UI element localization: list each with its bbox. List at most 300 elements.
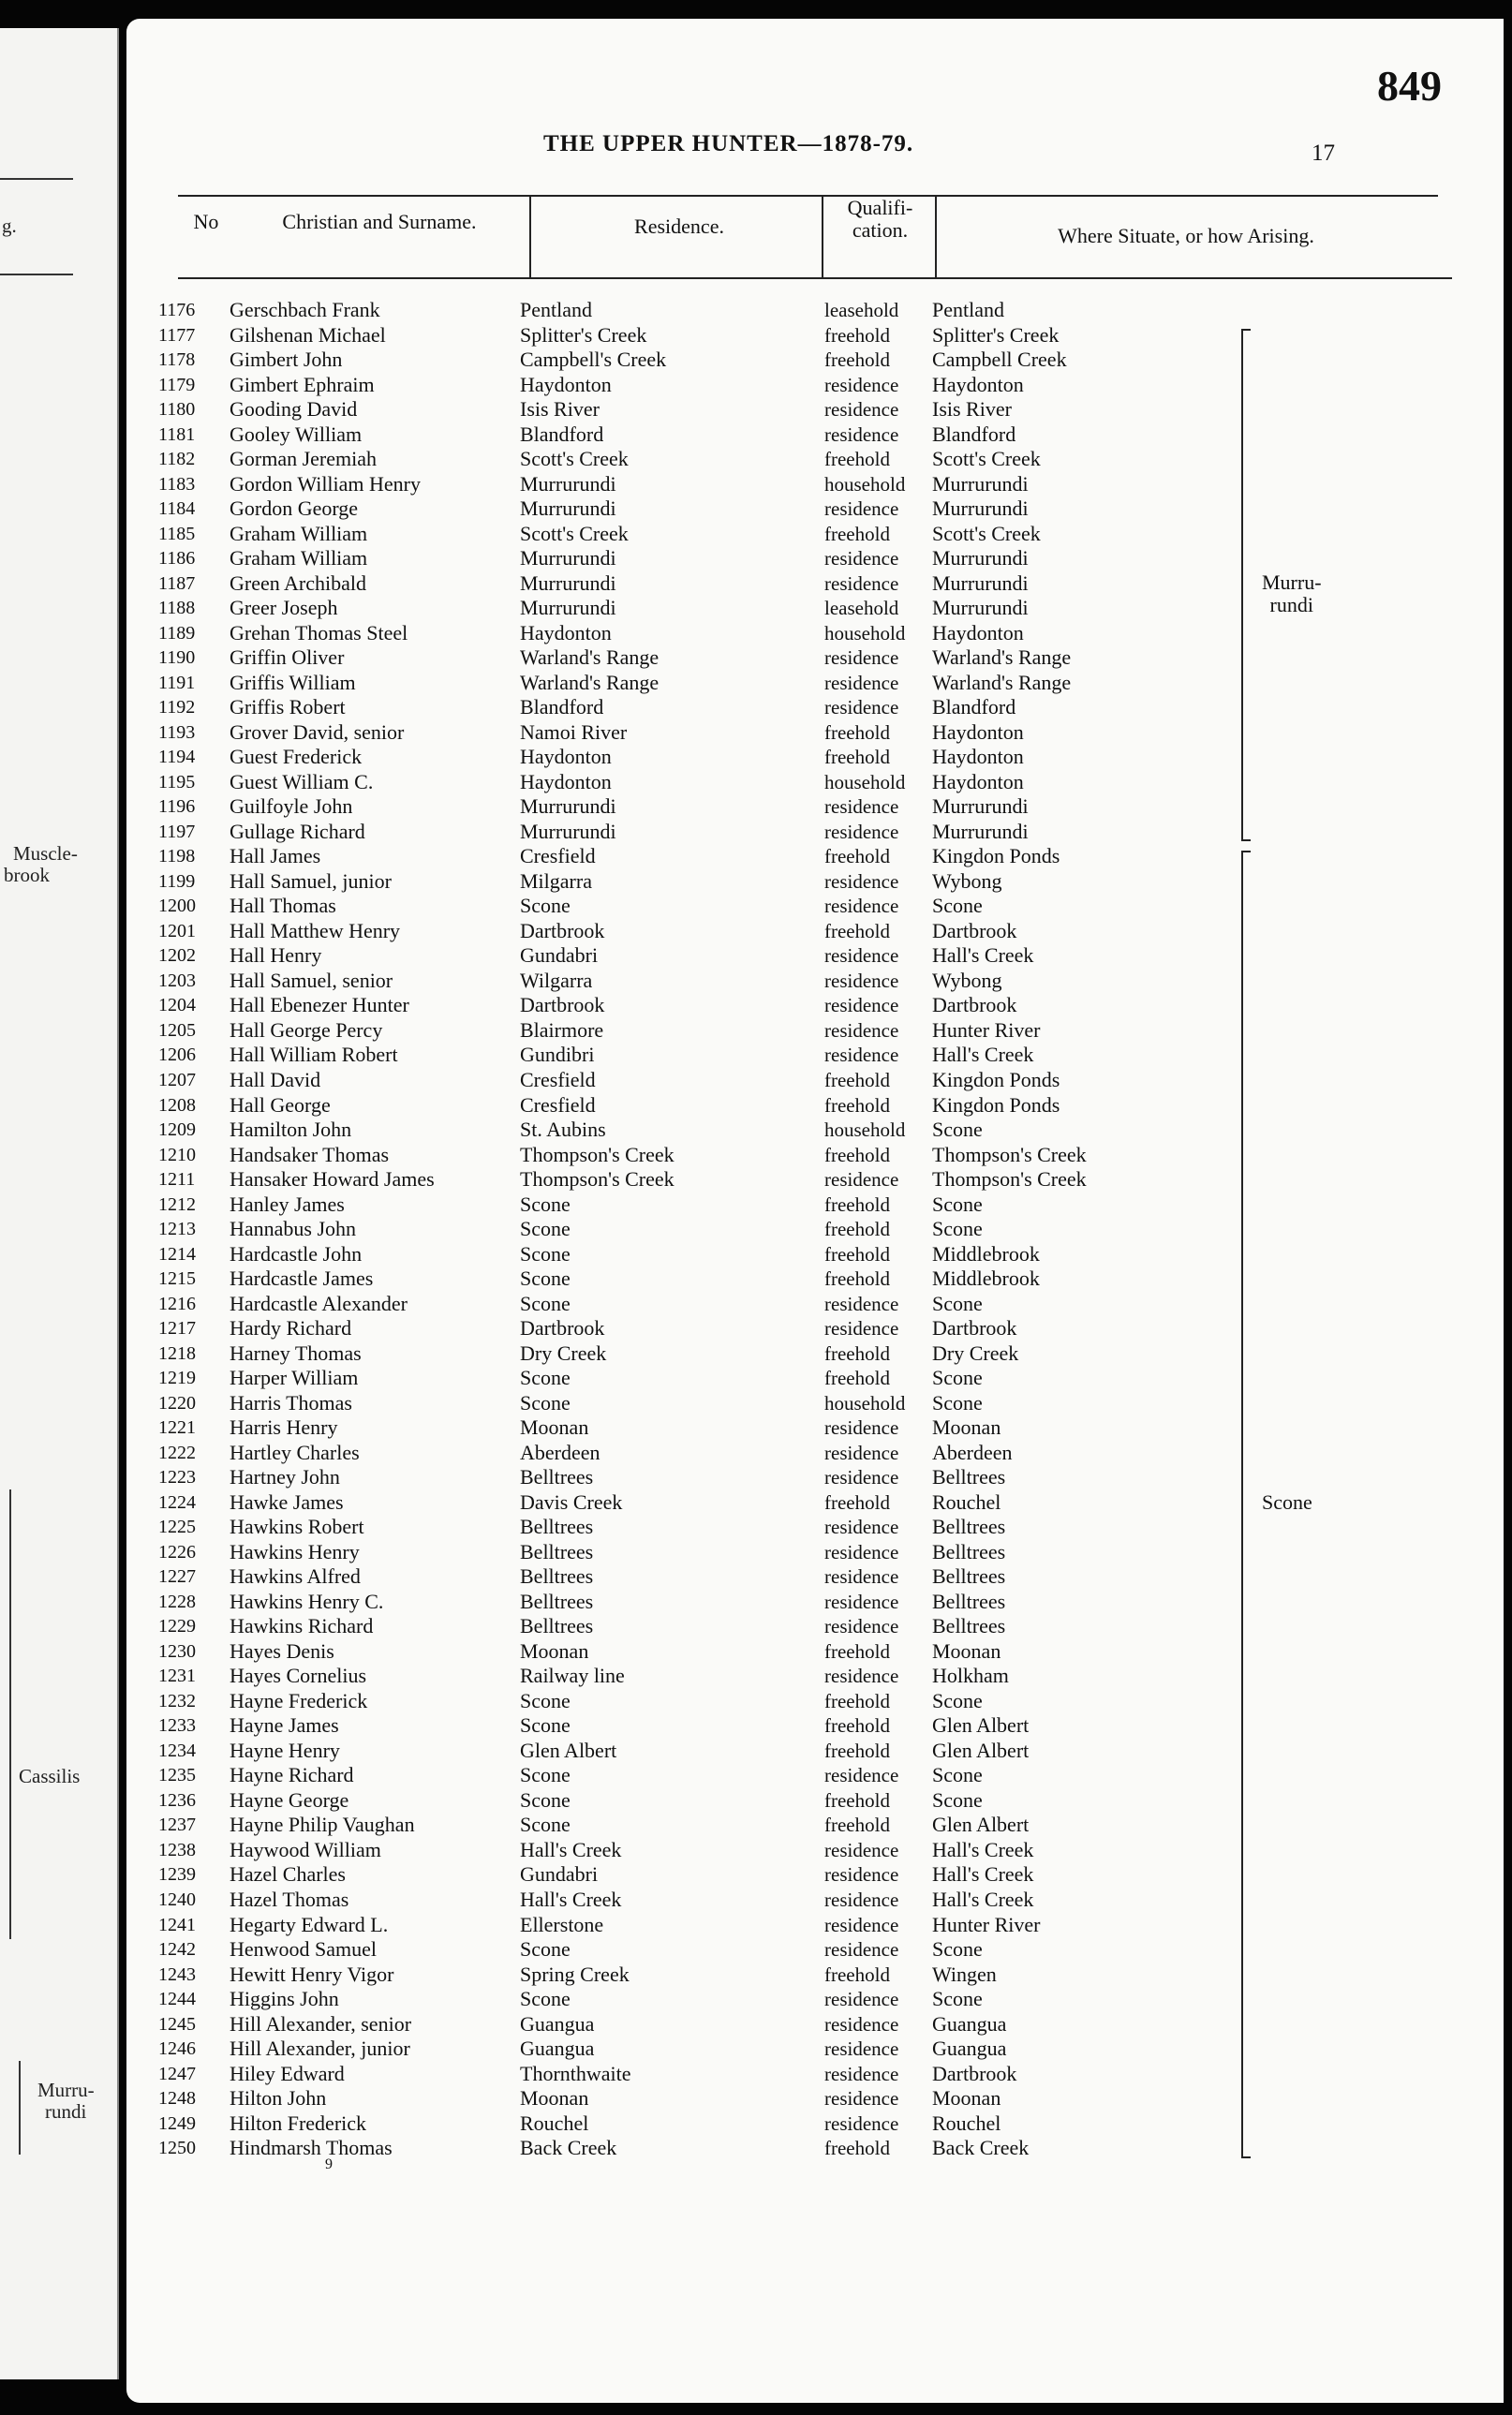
entry-qualification: freehold — [824, 1242, 890, 1266]
entry-residence: Rouchel — [520, 2111, 589, 2135]
table-row — [126, 1093, 1504, 1119]
entry-number: 1180 — [158, 399, 196, 421]
entry-where: Scone — [932, 1763, 983, 1787]
entry-name: Hardcastle Alexander — [230, 1291, 408, 1315]
table-row — [126, 695, 1504, 720]
entry-number: 1207 — [158, 1069, 196, 1090]
entry-residence: Back Creek — [520, 2136, 617, 2160]
entry-where: Murrurundi — [932, 819, 1029, 843]
entry-qualification: freehold — [824, 1963, 890, 1986]
entry-name: Gimbert Ephraim — [230, 372, 375, 396]
entry-qualification: residence — [824, 422, 899, 446]
entry-name: Gooding David — [230, 397, 358, 422]
header-name: Christian and Surname. — [282, 210, 477, 233]
group-label: Scone — [1262, 1489, 1312, 1514]
entry-name: Gooley William — [230, 422, 363, 446]
entry-number: 1183 — [158, 473, 196, 495]
table-row — [126, 1366, 1504, 1391]
entry-number: 1206 — [158, 1045, 196, 1066]
entry-name: Hall Samuel, senior — [230, 968, 393, 992]
entry-name: Hanley James — [230, 1192, 345, 1216]
table-row — [126, 1813, 1504, 1838]
entry-residence: Thompson's Creek — [520, 1142, 674, 1166]
entry-number: 1185 — [158, 523, 196, 544]
table-row — [126, 969, 1504, 994]
entry-residence: Scott's Creek — [520, 521, 629, 545]
entry-number: 1225 — [158, 1517, 196, 1538]
entry-qualification: freehold — [824, 1193, 890, 1216]
entry-where: Blandford — [932, 422, 1016, 446]
entry-number: 1211 — [158, 1169, 196, 1191]
entry-where: Scone — [932, 1217, 983, 1241]
table-row — [126, 993, 1504, 1018]
entry-name: Griffis Robert — [230, 695, 346, 719]
entry-qualification: freehold — [824, 448, 890, 471]
footer-mark: 9 — [325, 2156, 333, 2172]
entry-qualification: residence — [824, 895, 899, 918]
table-row — [126, 1242, 1504, 1267]
table-row — [126, 1987, 1504, 2012]
entry-residence: Murrurundi — [520, 819, 616, 843]
facing-page-edge — [0, 28, 119, 2379]
entry-qualification: residence — [824, 547, 899, 570]
entry-number: 1238 — [158, 1839, 196, 1860]
entry-residence: Namoi River — [520, 719, 628, 744]
entry-qualification: freehold — [824, 919, 890, 942]
entry-name: Gimbert John — [230, 348, 343, 372]
entry-name: Hilton John — [230, 2086, 327, 2111]
entry-where: Dartbrook — [932, 1316, 1017, 1341]
entry-name: Hayne Richard — [230, 1763, 354, 1787]
entry-number: 1202 — [158, 945, 196, 967]
entry-where: Middlebrook — [932, 1241, 1040, 1266]
entry-residence: Scone — [520, 1813, 571, 1837]
entry-number: 1228 — [158, 1591, 196, 1612]
entry-number: 1208 — [158, 1094, 196, 1116]
entry-where: Isis River — [932, 397, 1012, 422]
entry-where: Scone — [932, 894, 983, 918]
entry-name: Greer Joseph — [230, 596, 338, 620]
entry-residence: Glen Albert — [520, 1738, 617, 1762]
entry-residence: Isis River — [520, 397, 600, 422]
entry-where: Dry Creek — [932, 1341, 1019, 1365]
entry-where: Holkham — [932, 1664, 1009, 1688]
entry-qualification: freehold — [824, 1267, 890, 1291]
table-row — [126, 1143, 1504, 1168]
table-row — [126, 2136, 1504, 2161]
entry-qualification: leasehold — [824, 299, 899, 321]
entry-number: 1196 — [158, 796, 196, 818]
entry-where: Moonan — [932, 2086, 1001, 2111]
entry-name: Guest William C. — [230, 769, 374, 793]
table-row — [126, 1391, 1504, 1416]
entry-name: Hardcastle James — [230, 1267, 374, 1291]
entry-name: Gorman Jeremiah — [230, 447, 377, 471]
table-row — [126, 844, 1504, 869]
table-row — [126, 1937, 1504, 1963]
entry-residence: Belltrees — [520, 1614, 594, 1638]
table-row — [126, 1267, 1504, 1292]
entry-where: Haydonton — [932, 769, 1024, 793]
entry-qualification: freehold — [824, 720, 890, 744]
entry-residence: Pentland — [520, 298, 592, 321]
entry-name: Hawkins Alfred — [230, 1564, 361, 1589]
entry-number: 1221 — [158, 1417, 196, 1439]
entry-where: Hunter River — [932, 1912, 1041, 1936]
entry-qualification: freehold — [824, 1068, 890, 1091]
entry-qualification: freehold — [824, 1341, 890, 1365]
entry-number: 1235 — [158, 1765, 196, 1786]
entry-where: Moonan — [932, 1638, 1001, 1663]
entry-where: Scone — [932, 1787, 983, 1812]
entry-number: 1224 — [158, 1491, 196, 1513]
entry-residence: Belltrees — [520, 1515, 594, 1539]
entry-number: 1215 — [158, 1268, 196, 1290]
entry-qualification: residence — [824, 1540, 899, 1563]
entry-where: Scone — [932, 1937, 983, 1962]
entry-qualification: residence — [824, 2062, 899, 2085]
entry-residence: Murrurundi — [520, 596, 616, 620]
table-row — [126, 1739, 1504, 1764]
entry-where: Glen Albert — [932, 1713, 1030, 1738]
entry-residence: Murrurundi — [520, 496, 616, 521]
entry-number: 1178 — [158, 349, 196, 371]
entry-where: Dartbrook — [932, 2061, 1017, 2085]
entry-qualification: residence — [824, 1913, 899, 1936]
entry-name: Hall William Robert — [230, 1043, 398, 1067]
entry-residence: Milgarra — [520, 868, 592, 893]
entry-number: 1227 — [158, 1566, 196, 1588]
entry-residence: Haydonton — [520, 620, 612, 644]
table-top-rule — [178, 195, 1438, 197]
entry-where: Scott's Creek — [932, 521, 1041, 545]
facing-page-header-fragment: g. — [2, 215, 17, 237]
entry-qualification: residence — [824, 398, 899, 422]
entry-where: Scone — [932, 1366, 983, 1390]
group-brace — [1241, 851, 1256, 2158]
entry-where: Hall's Creek — [932, 1862, 1034, 1887]
column-rule — [822, 195, 823, 277]
entry-qualification: residence — [824, 1590, 899, 1613]
header-qualification: Qualifi- cation. — [847, 196, 913, 242]
entry-number: 1214 — [158, 1243, 196, 1265]
entry-residence: Davis Creek — [520, 1489, 623, 1514]
table-row — [126, 522, 1504, 547]
entry-number: 1187 — [158, 572, 196, 594]
entry-number: 1240 — [158, 1889, 196, 1910]
entry-qualification: residence — [824, 1044, 899, 1067]
entry-number: 1223 — [158, 1467, 196, 1489]
entry-number: 1243 — [158, 1963, 196, 1985]
entry-where: Hunter River — [932, 1017, 1041, 1042]
entry-where: Hall's Creek — [932, 1043, 1034, 1067]
entry-where: Kingdon Ponds — [932, 1067, 1060, 1091]
entry-residence: Scone — [520, 1267, 571, 1291]
entry-name: Harris Thomas — [230, 1390, 352, 1415]
entry-name: Hawkins Robert — [230, 1515, 364, 1539]
table-row — [126, 820, 1504, 845]
table-row — [126, 869, 1504, 895]
entry-residence: Moonan — [520, 1638, 589, 1663]
entry-residence: Scone — [520, 1987, 571, 2011]
entry-name: Hartley Charles — [230, 1440, 360, 1464]
table-row — [126, 1689, 1504, 1714]
entry-name: Hazel Charles — [230, 1862, 346, 1887]
entry-qualification: residence — [824, 1466, 899, 1489]
entry-qualification: residence — [824, 696, 899, 719]
table-row — [126, 2012, 1504, 2037]
entry-number: 1190 — [158, 647, 196, 669]
entry-qualification: freehold — [824, 1788, 890, 1812]
entry-qualification: freehold — [824, 746, 890, 769]
entry-number: 1231 — [158, 1666, 196, 1687]
entry-number: 1239 — [158, 1864, 196, 1886]
table-row — [126, 373, 1504, 398]
entry-residence: Scone — [520, 1787, 571, 1812]
table-row — [126, 1515, 1504, 1540]
entry-qualification: residence — [824, 2111, 899, 2135]
entry-name: Hawkins Richard — [230, 1614, 374, 1638]
entry-name: Griffis William — [230, 670, 356, 694]
entry-name: Haywood William — [230, 1837, 381, 1861]
entry-number: 1209 — [158, 1119, 196, 1141]
entry-name: Hall David — [230, 1067, 321, 1091]
entry-where: Murrurundi — [932, 596, 1029, 620]
entry-residence: Hall's Creek — [520, 1837, 622, 1861]
entry-residence: Gundabri — [520, 943, 599, 968]
table-row — [126, 1118, 1504, 1143]
entry-name: Harris Henry — [230, 1415, 338, 1440]
entry-qualification: freehold — [824, 348, 890, 372]
entry-name: Hayne Henry — [230, 1738, 340, 1762]
table-row — [126, 2062, 1504, 2087]
entry-name: Gerschbach Frank — [230, 298, 380, 321]
table-row — [126, 348, 1504, 373]
entry-name: Graham William — [230, 521, 368, 545]
entry-where: Pentland — [932, 298, 1004, 321]
entry-where: Thompson's Creek — [932, 1167, 1087, 1192]
table-row — [126, 919, 1504, 944]
entry-qualification: residence — [824, 1516, 899, 1539]
entry-qualification: freehold — [824, 522, 890, 545]
entry-where: Rouchel — [932, 2111, 1001, 2135]
table-row — [126, 1862, 1504, 1888]
entry-where: Murrurundi — [932, 794, 1029, 819]
entry-number: 1245 — [158, 2013, 196, 2035]
header-number: No — [193, 210, 219, 233]
entry-residence: Guangua — [520, 2011, 595, 2036]
entry-where: Campbell Creek — [932, 348, 1067, 372]
table-row — [126, 2037, 1504, 2062]
entry-name: Hilton Frederick — [230, 2111, 367, 2135]
entry-number: 1189 — [158, 622, 196, 644]
entry-name: Hazel Thomas — [230, 1888, 349, 1911]
entry-residence: Scone — [520, 1241, 571, 1266]
entry-where: Warland's Range — [932, 670, 1072, 694]
facing-page-rule — [0, 178, 73, 180]
entry-number: 1250 — [158, 2138, 196, 2159]
entry-name: Hill Alexander, junior — [230, 2037, 410, 2061]
entry-qualification: household — [824, 770, 906, 793]
entry-residence: Scone — [520, 1390, 571, 1415]
entry-residence: Scone — [520, 1217, 571, 1241]
entry-residence: Gundibri — [520, 1043, 595, 1067]
entry-qualification: residence — [824, 571, 899, 595]
table-row — [126, 2086, 1504, 2111]
entry-name: Hardy Richard — [230, 1316, 352, 1341]
register-page — [126, 19, 1504, 2403]
table-row — [126, 422, 1504, 448]
entry-residence: Haydonton — [520, 769, 612, 793]
entry-name: Hiley Edward — [230, 2061, 345, 2085]
entry-number: 1188 — [158, 598, 196, 619]
entry-qualification: freehold — [824, 1490, 890, 1514]
entry-name: Hall James — [230, 844, 321, 868]
entry-qualification: residence — [824, 373, 899, 396]
table-row — [126, 1018, 1504, 1044]
entry-number: 1194 — [158, 747, 196, 768]
entry-number: 1244 — [158, 1989, 196, 2010]
entry-name: Handsaker Thomas — [230, 1142, 390, 1166]
entry-number: 1217 — [158, 1318, 196, 1340]
entry-residence: Ellerstone — [520, 1912, 604, 1936]
entry-number: 1212 — [158, 1193, 196, 1215]
table-row — [126, 1614, 1504, 1639]
entry-number: 1242 — [158, 1939, 196, 1961]
entry-name: Hegarty Edward L. — [230, 1912, 389, 1936]
entry-residence: Scone — [520, 1937, 571, 1962]
entry-name: Hall Thomas — [230, 894, 336, 918]
entry-where: Dartbrook — [932, 918, 1017, 942]
entry-qualification: residence — [824, 1317, 899, 1341]
entry-number: 1247 — [158, 2063, 196, 2084]
entry-where: Murrurundi — [932, 570, 1029, 595]
entry-qualification: residence — [824, 1665, 899, 1688]
table-row — [126, 1639, 1504, 1665]
entry-where: Guangua — [932, 2011, 1007, 2036]
table-row — [126, 1713, 1504, 1739]
entry-qualification: freehold — [824, 1218, 890, 1241]
table-row — [126, 621, 1504, 646]
table-row — [126, 1167, 1504, 1193]
entry-residence: Wilgarra — [520, 968, 593, 992]
table-row — [126, 943, 1504, 969]
table-row — [126, 794, 1504, 820]
entry-qualification: residence — [824, 1838, 899, 1861]
column-rule — [935, 195, 937, 277]
entry-residence: Scone — [520, 894, 571, 918]
entry-qualification: freehold — [824, 323, 890, 347]
entry-qualification: residence — [824, 1863, 899, 1887]
entry-residence: Blandford — [520, 422, 604, 446]
entry-name: Hall Matthew Henry — [230, 918, 401, 942]
entry-qualification: residence — [824, 2087, 899, 2111]
table-row — [126, 894, 1504, 919]
entry-where: Scone — [932, 1390, 983, 1415]
entry-qualification: freehold — [824, 1814, 890, 1837]
table-row — [126, 2111, 1504, 2137]
table-row — [126, 1888, 1504, 1913]
entry-number: 1204 — [158, 995, 196, 1016]
entry-qualification: freehold — [824, 2137, 890, 2160]
entry-residence: Belltrees — [520, 1564, 594, 1589]
group-label: Murru- rundi — [1262, 570, 1322, 617]
entry-where: Murrurundi — [932, 471, 1029, 496]
entry-residence: Murrurundi — [520, 471, 616, 496]
table-row — [126, 745, 1504, 770]
table-row — [126, 1838, 1504, 1863]
entry-where: Thompson's Creek — [932, 1142, 1087, 1166]
table-row — [126, 1465, 1504, 1490]
entry-name: Hayne Frederick — [230, 1688, 368, 1712]
facing-page-label: brook — [4, 864, 50, 886]
entry-where: Glen Albert — [932, 1738, 1030, 1762]
entry-residence: Moonan — [520, 1415, 589, 1440]
entry-number: 1198 — [158, 846, 196, 867]
entry-number: 1218 — [158, 1342, 196, 1364]
table-row — [126, 447, 1504, 472]
entry-name: Harper William — [230, 1366, 359, 1390]
entry-number: 1234 — [158, 1740, 196, 1761]
entry-name: Hartney John — [230, 1465, 340, 1489]
entry-where: Haydonton — [932, 372, 1024, 396]
entry-name: Hamilton John — [230, 1118, 352, 1142]
entry-name: Hayne James — [230, 1713, 339, 1738]
entry-residence: Scott's Creek — [520, 447, 629, 471]
entry-where: Scott's Creek — [932, 447, 1041, 471]
column-rule — [529, 195, 531, 277]
entry-name: Guilfoyle John — [230, 794, 353, 819]
entry-qualification: residence — [824, 969, 899, 992]
entry-qualification: residence — [824, 2012, 899, 2036]
entry-qualification: freehold — [824, 1689, 890, 1712]
entry-where: Rouchel — [932, 1489, 1001, 1514]
entry-residence: Blandford — [520, 695, 604, 719]
entry-name: Hall Ebenezer Hunter — [230, 993, 409, 1017]
entry-residence: Thornthwaite — [520, 2061, 631, 2085]
table-row — [126, 1292, 1504, 1317]
entry-qualification: freehold — [824, 1739, 890, 1762]
entry-name: Grover David, senior — [230, 719, 405, 744]
entry-name: Gullage Richard — [230, 819, 365, 843]
entry-name: Hayes Cornelius — [230, 1664, 367, 1688]
entry-residence: Cresfield — [520, 1092, 596, 1117]
entry-name: Hardcastle John — [230, 1241, 363, 1266]
entry-qualification: residence — [824, 795, 899, 819]
entry-qualification: household — [824, 1119, 906, 1142]
entry-residence: Spring Creek — [520, 1962, 630, 1986]
entry-qualification: residence — [824, 646, 899, 670]
entry-number: 1230 — [158, 1640, 196, 1662]
facing-page-label: Murru- — [37, 2079, 95, 2101]
entry-number: 1192 — [158, 697, 196, 719]
entry-residence: Guangua — [520, 2037, 595, 2061]
entry-number: 1233 — [158, 1715, 196, 1737]
entry-number: 1177 — [158, 324, 196, 346]
table-row — [126, 1540, 1504, 1565]
table-row — [126, 1043, 1504, 1068]
entry-residence: Aberdeen — [520, 1440, 600, 1464]
entry-qualification: household — [824, 1391, 906, 1415]
entry-where: Wingen — [932, 1962, 997, 1986]
entry-residence: Belltrees — [520, 1539, 594, 1563]
entry-where: Murrurundi — [932, 546, 1029, 570]
entry-where: Warland's Range — [932, 645, 1072, 670]
running-head: THE UPPER HUNTER—1878-79. — [543, 131, 914, 156]
table-row — [126, 645, 1504, 671]
facing-page-brace — [9, 1489, 22, 1939]
table-row — [126, 1590, 1504, 1615]
